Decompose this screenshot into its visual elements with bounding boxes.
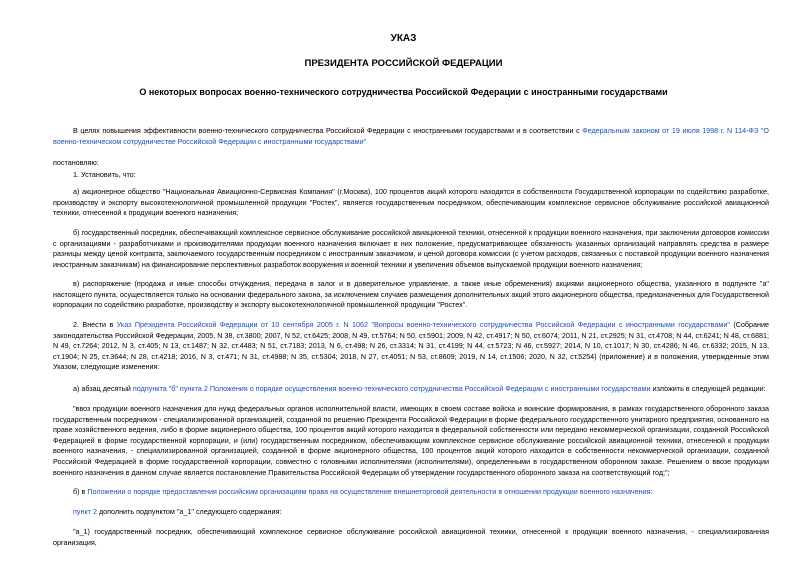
- item-a-paragraph: [53, 384, 769, 395]
- decree-heading: О некоторых вопросах военно-технического сотрудничества Российской Федерации с иностранными государствами: [139, 87, 668, 97]
- punkt-2-end: дополнить подпунктом "а_1" следующего содержания:: [96, 507, 282, 516]
- section-1-item-v: в) распоряжение (продажа и иные способы отчуждения, передача в залог и в доверительное управление, а также иные обременения) акциями акционерного общества, указанного в подпункте "а" настоящего пункта, осуществляется только на основании федерального закона, за исключением случаев размещения дополнительных акций этого акционерного общества, предназначенных для Государственной корпорации по содействию разработке, производству и экспорту высокотехнологичной промышленной продукции "Ростех".: [53, 279, 769, 310]
- intro-paragraph: [53, 126, 769, 147]
- punkt-2-paragraph: [53, 507, 769, 518]
- punkt-2-link[interactable]: пункт 2: [73, 507, 97, 516]
- decree-title: УКАЗ: [390, 33, 417, 44]
- regulation-link[interactable]: подпункта "б" пункта 2 Положения о порядке осуществления военно-технического сотрудничества Российской Федерации с иностранными государствами: [132, 384, 651, 393]
- postanovlyayu-text: постановляю:: [53, 158, 99, 167]
- intro-text: В целях повышения эффективности военно-технического сотрудничества Российской Федерации с иностранными государствами и в соответствии с: [73, 126, 583, 135]
- section-1-item-a: а) акционерное общество "Национальная Авиационно-Сервисная Компания" (г.Москва), 100 процентов акций которого находится в собственности Государственной корпорации по содействию разработке, производству и экспорту высокотехнологичной промышленной продукции "Ростех", является государственным посредником, обеспечивающим комплексное сервисное обслуживание российской авиационной техники, отнесенной к продукции военного назначения;: [53, 187, 769, 218]
- quote-paragraph-2: "а_1) государственный посредник, обеспечивающий комплексное сервисное обслуживание российской авиационной техники, отнесенной к продукции военного назначения, - специализированная организация,: [53, 527, 769, 547]
- quote-paragraph-1: "ввоз продукции военного назначения для нужд федеральных органов исполнительной власти, имеющих в своем составе войска и воинские формирования, в рамках государственного оборонного заказа государственным посредником - специализированной организацией, созданной по решению Президента Российской Федерации в форме федерального государственного унитарного предприятия, основанного на праве хозяйственного ведения, либо в форме акционерного общества, 100 процентов акций которого находится в федеральной собственности или передано некоммерческой организации, созданной Российской Федерацией в форме государственной корпорации, и (или) государственным посредником, обеспечивающим комплексное сервисное обслуживание российской авиационной техники, отнесенной к продукции военного назначения, - специализированной организацией, созданной в форме акционерного общества, 100 процентов акций которого находится в собственности некоммерческой организации, созданной Российской Федерацией в форме государственной корпорации, совместно с головными исполнителями (исполнителями), определенными в государственном оборонном заказе. Решением о ввозе продукции военного назначения в данном случае является постановление Правительства Российской Федерации об утверждении государственного оборонного заказа на соответствующий год;";: [53, 404, 769, 477]
- item-a-end: изложить в следующей редакции:: [650, 384, 766, 393]
- federal-law-link[interactable]: Федеральным законом от 19 июля 1998 г. N 114-ФЗ "О военно-техническом сотрудничестве Российской Федерации с иностранными государствами": [53, 126, 769, 146]
- item-b-start: б) в: [73, 487, 88, 496]
- section-2-start: 2. Внести в: [73, 320, 117, 329]
- item-b-end: :: [650, 487, 653, 496]
- section-1-heading: 1. Установить, что:: [73, 170, 136, 179]
- section-2-rest: (Собрание законодательства Российской Федерации, 2005, N 38, ст.3800; 2007, N 52, ст.6425; 2008, N 49, ст.5764; N 50, ст.5901; 2009, N 42, ст.4917; N 50, ст.6074; 2011, N 21, ст.2925; N 31, ст.4708; N 44, ст.6241; N 48, ст.6881; N 49, ст.7264; 2012, N 3, ст.405; N 13, ст.1487; N 32, ст.4483; N 51, ст.7183; 2013, N 6, ст.498; N 26, ст.3314; N 31, ст.4199; N 44, ст.5723; N 46, ст.5927; 2014, N 10, ст.1017; N 30, ст.4286; N 46, ст.6332; 2015, N 13, ст.1904; N 25, ст.3644; N 28, ст.4218; 2016, N 3, ст.471; N 31, ст.4988; N 35, ст.5304; 2018, N 27, ст.4051; N 53, ст.8609; 2019, N 14, ст.1506; 2020, N 32, ст.5254) (приложение) и в положения, утвержденные этим Указом, следующие изменения:: [53, 320, 770, 372]
- provision-link[interactable]: Положении о порядке предоставления российским организациям права на осуществление внешнеторговой деятельности в отношении продукции военного назначения: [87, 487, 651, 496]
- decree-subtitle: ПРЕЗИДЕНТА РОССИЙСКОЙ ФЕДЕРАЦИИ: [304, 58, 503, 69]
- item-b-paragraph: [53, 487, 769, 498]
- item-a-start: а) абзац десятый: [73, 384, 133, 393]
- decree-1062-link[interactable]: Указ Президента Российской Федерации от 10 сентября 2005 г. N 1062 "Вопросы военно-технического сотрудничества Российской Федерации с иностранными государствами": [116, 320, 730, 329]
- section-2-paragraph: [53, 320, 769, 373]
- section-1-item-b: б) государственный посредник, обеспечивающий комплексное сервисное обслуживание российской авиационной техники, отнесенной к продукции военного назначения, при заключении договоров комиссии с организациями - разработчиками и производителями продукции военного назначения включает в них положение, предусматривающее обязанность указанных организаций направлять средства в размере разницы между ценой контракта, заключаемого государственным посредником с иностранным заказчиком, и ценой договора комиссии (с учетом расходов, связанных с поставкой продукции военного назначения иностранным заказчикам) на финансирование перспективных разработок вооружения и военной техники и увеличения объемов выпускаемой продукции военного назначения;: [53, 228, 769, 269]
